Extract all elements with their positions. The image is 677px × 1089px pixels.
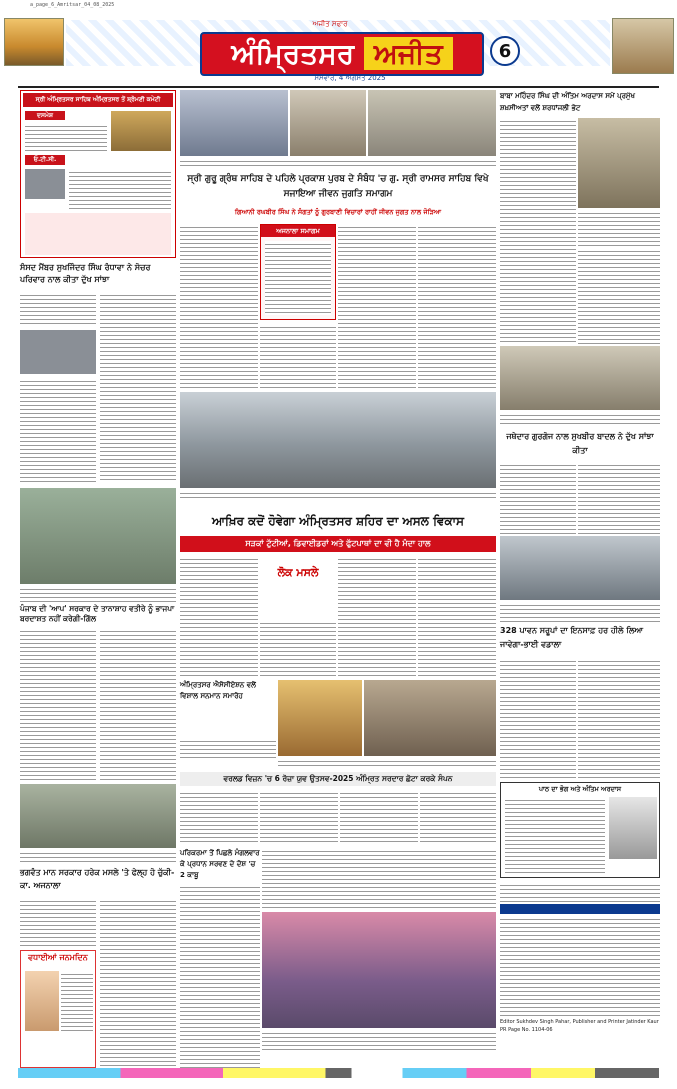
birthday-box <box>20 950 96 1068</box>
right-text-2 <box>578 248 660 344</box>
center-text-1 <box>180 224 258 388</box>
center-headline-3: ਅੰਮ੍ਰਿਤਸਰ ਐਸੋਸੀਏਸ਼ਨ ਵਲੋਂ ਵਿਸ਼ਾਲ ਸਨਮਾਨ ਸਮਾਰੋਹ <box>180 681 256 700</box>
center-headline-2: ਵਰਲਡ ਵਿਜ਼ਨ 'ਚ 6 ਰੋਜ਼ਾ ਯੁਵ ਉਤਸਵ-2025 ਅੰਮ੍ਰਿਤ ਸਰਦਾਰ ਛੋਟਾ ਕਰਕੇ ਸੰਪਨ <box>180 772 496 786</box>
center-text-4 <box>418 224 496 388</box>
right-photo-1 <box>578 118 660 208</box>
right-caption-2 <box>500 412 660 426</box>
youth-photo-caption <box>262 1030 496 1050</box>
center-text-2 <box>260 324 336 388</box>
footer-right-line1: Editor Sukhdev Singh Pahar, Publisher and Printer Jatinder Kaur <box>500 1019 659 1025</box>
main-text-2 <box>260 620 336 676</box>
right-text-3 <box>500 462 576 534</box>
ad-footer <box>25 213 171 255</box>
left-headline-1: ਸੰਸਦ ਮੈਂਬਰ ਸੁਖਜਿੰਦਰ ਸਿੰਘ ਰੰਧਾਵਾ ਨੇ ਸੋਚਰ ਪਰਿਵਾਰ ਨਾਲ ਕੀਤਾ ਦੁੱਖ ਸਾਂਝਾ <box>20 263 151 284</box>
left-text-2a <box>20 628 96 780</box>
left-photo-2-caption <box>20 850 176 862</box>
center-text-3 <box>338 224 416 388</box>
right-headline-2: ਜਥੇਦਾਰ ਗੁਰਗੋਜ ਨਾਲ ਸੁਖਬੀਰ ਬਾਦਲ ਨੇ ਦੁੱਖ ਸਾਂਝਾ ਕੀਤਾ <box>506 432 654 455</box>
road-photo-caption <box>180 490 496 498</box>
color-calibration-bar <box>18 1068 659 1078</box>
crop-mark-text: a_page_6_Amritsar_04_08_2025 <box>30 2 115 8</box>
left-headline-3: ਭਗਵੰਤ ਮਾਨ ਸਰਕਾਰ ਹਰੇਕ ਮਸਲੇ 'ਤੇ ਫੇਲ੍ਹ ਹੋ ਚੁੱਕੀ- ਕਾ. ਅਜਨਾਲਾ <box>20 868 175 890</box>
obituary-box <box>500 782 660 878</box>
main-headline: ਆਖ਼ਿਰ ਕਦੋਂ ਹੋਵੇਗਾ ਅੰਮ੍ਰਿਤਸਰ ਸ਼ਹਿਰ ਦਾ ਅਸਲ ਵਿਕਾਸ <box>211 514 465 528</box>
birthday-photo <box>25 971 59 1031</box>
golden-temple-image <box>4 18 64 66</box>
left-photo-1 <box>20 330 96 374</box>
footer-right <box>500 1018 660 1052</box>
right-text-7 <box>500 916 660 1016</box>
main-text-1 <box>180 556 258 676</box>
right-headline: ਬਾਬਾ ਮਹਿੰਦਰ ਸਿੰਘ ਦੀ ਅੰਤਿਮ ਅਰਦਾਸ ਸਮੇਂ ਪ੍ਰਮੁੱਖ ਸ਼ਖ਼ਸੀਅਤਾਂ ਵਲੋਂ ਸ਼ਰਧਾਂਜਲੀ ਭੇਟ <box>500 92 635 112</box>
ad-photo-2 <box>25 169 65 199</box>
title-amritsar: ਅੰਮ੍ਰਿਤਸਰ <box>231 37 355 70</box>
agenda-text <box>265 241 331 315</box>
center-text-5 <box>180 738 276 758</box>
monument-image <box>612 18 674 74</box>
title-ajit: ਅਜੀਤ <box>364 37 453 70</box>
left-text-3b <box>100 898 176 1068</box>
lok-masle-box <box>260 556 336 616</box>
right-headline-3: 328 ਪਾਵਨ ਸਰੂਪਾਂ ਦਾ ਇਨਸਾਫ਼ ਹਰ ਹੀਲੇ ਲਿਆ ਜਾਵੇਗਾ-ਭਾਈ ਵਡਾਲਾ <box>500 626 644 649</box>
obituary-photo <box>609 797 657 859</box>
center-text-9 <box>420 790 496 844</box>
right-photo-3 <box>500 536 660 600</box>
right-caption-3 <box>500 602 660 622</box>
ad-label-2: ਓ.ਟੀ.ਸੀ. <box>25 155 65 165</box>
ad-text <box>25 123 107 151</box>
right-text-1 <box>500 118 576 344</box>
left-photo-caption <box>20 586 176 602</box>
birthday-title: ਵਧਾਈਆਂ ਜਨਮਦਿਨ <box>28 953 88 962</box>
obituary-title: ਪਾਠ ਦਾ ਭੋਗ ਅਤੇ ਅੰਤਿਮ ਅਰਦਾਸ <box>538 785 622 793</box>
left-photo-2 <box>20 784 176 848</box>
center-photo-caption <box>180 158 496 168</box>
right-text-6 <box>578 658 660 778</box>
youth-festival-photo <box>262 912 496 1028</box>
center-subhead: ਗਿਆਨੀ ਰਘਬੀਰ ਸਿੰਘ ਨੇ ਸੰਗਤਾਂ ਨੂੰ ਗੁਰਬਾਣੀ ਵਿਚਾਰਾਂ ਰਾਹੀਂ ਜੀਵਨ ਜੁਗਤ ਨਾਲ ਜੋੜਿਆ <box>234 208 442 216</box>
lok-masle-label: ਲੋਕ ਮਸਲੇ <box>277 566 319 579</box>
center-photo-2 <box>290 90 366 156</box>
ad-title: ਸ੍ਰੀ ਅੰਮ੍ਰਿਤਸਰ ਸਾਹਿਬ ਅੰਮ੍ਰਿਤਸਰ ਤੋਂ ਸ਼੍ਰੋਮਣੀ ਕਮੇਟੀ <box>23 93 173 107</box>
obituary-footer <box>500 882 660 902</box>
agenda-box <box>260 224 336 320</box>
center-photo-3 <box>368 90 496 156</box>
ad-label: ਦਸਮੇਸ਼ <box>25 111 65 120</box>
masthead-date: ਸੋਮਵਾਰ, 4 ਅਗਸਤ 2025 <box>314 74 386 82</box>
masthead-subtitle: ਅਜੀਤ ਸਫਾਰ <box>312 20 348 28</box>
center-text-8 <box>340 790 418 844</box>
masthead-rule <box>18 86 659 88</box>
right-text-4 <box>578 462 660 534</box>
agenda-title: ਅਜਨਾਲਾ ਸਮਾਗਮ <box>261 225 335 237</box>
obituary-text <box>505 797 605 875</box>
right-caption-1 <box>578 210 660 246</box>
road-photo <box>180 392 496 488</box>
center-text-10 <box>180 884 260 1068</box>
right-text-5 <box>500 658 576 778</box>
right-ad-bar <box>500 904 660 914</box>
left-headline-2: ਪੰਜਾਬ ਦੀ 'ਆਪ' ਸਰਕਾਰ ਦੇ ਤਾਨਾਸ਼ਾਹ ਵਤੀਰੇ ਨੂੰ ਭਾਜਪਾ ਬਰਦਾਸ਼ਤ ਨਹੀਂ ਕਰੇਗੀ-ਗਿੱਲ <box>20 604 175 623</box>
main-text-4 <box>418 556 496 676</box>
main-subhead: ਸੜਕਾਂ ਟੁੱਟੀਆਂ, ਡਿਵਾਈਡਰਾਂ ਅਤੇ ਫੁੱਟਪਾਥਾਂ ਦਾ ਵੀ ਹੈ ਮੰਦਾ ਹਾਲ <box>180 536 496 552</box>
center-text-7 <box>260 790 338 844</box>
left-text-1a <box>20 292 96 326</box>
top-left-ad <box>20 90 176 258</box>
center-photos-caption <box>278 758 496 768</box>
right-photo-2 <box>500 346 660 410</box>
center-text-11 <box>262 848 496 910</box>
main-text-3 <box>338 556 416 676</box>
center-photo-1 <box>180 90 288 156</box>
center-headline-4: ਪਰਿਕਰਮਾ ਤੋਂ ਪਿਛਲੇ ਮੰਗਲਵਾਰ ਕੇ ਪ੍ਰਧਾਨ ਸਰਵਣ ਦੇ ਦੋਸ਼ 'ਚ 2 ਕਾਬੂ <box>180 849 260 879</box>
page-number: 6 <box>490 36 520 66</box>
left-text-2b <box>100 628 176 780</box>
gathering-photo <box>364 680 496 756</box>
honor-photo <box>278 680 362 756</box>
left-text-1c <box>20 378 96 482</box>
center-text-6 <box>180 790 258 844</box>
left-text-1b <box>100 292 176 482</box>
footer-right-line2: PR Page No. 1104-06 <box>500 1027 553 1033</box>
center-headline-3-box <box>180 680 276 736</box>
left-text-3a <box>20 898 96 946</box>
ad-photo <box>111 111 171 151</box>
ad-text-2 <box>69 169 171 209</box>
masthead-title <box>200 32 484 76</box>
left-group-photo <box>20 488 176 584</box>
birthday-text <box>61 971 93 1031</box>
center-headline: ਸ੍ਰੀ ਗੁਰੂ ਗ੍ਰੰਥ ਸਾਹਿਬ ਦੇ ਪਹਿਲੇ ਪ੍ਰਕਾਸ਼ ਪੁਰਬ ਦੇ ਸੰਬੰਧ 'ਚ ਗੁ. ਸ੍ਰੀ ਰਾਮਸਰ ਸਾਹਿਬ ਵਿਖੇ ਸਜਾਇਆ ਜੀਵਨ ਜੁਗਤਿ ਸਮਾਗਮ <box>187 174 489 199</box>
